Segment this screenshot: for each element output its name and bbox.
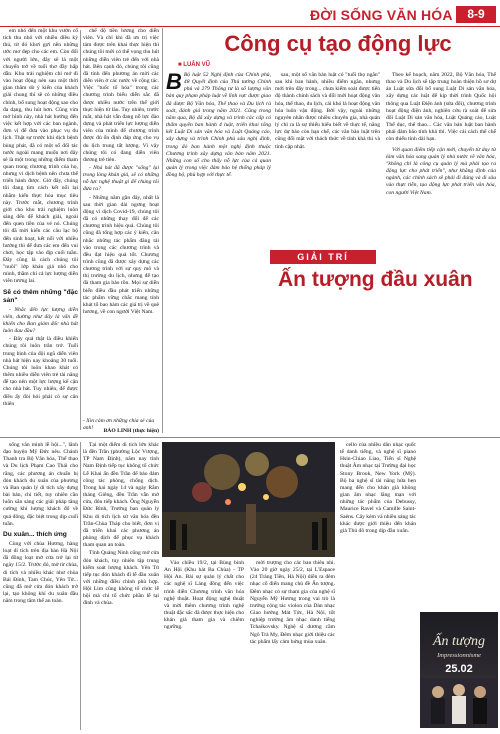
paragraph: Tại một điểm di tích lớn khác là đền Trần (phường Lộc Vượng, TP Nam Định), năm nay tỉnh Nam Định tiếp tục không tổ chức Lễ Khai ấn đền Trần để bảo đảm công tác phòng, chống dịch. Trong hai ngày 14 và ngày Rằm tháng Giêng, đền Trần vẫn mở cửa, đón tiếp khách. Ông Nguyễn Đức Bình, Trưởng ban quản lý Khu di tích lịch sử văn hóa đền Trần-Chùa Tháp cho biết, đơn vị đã triển khai các phương án phòng dịch để phục vụ khách tham quan an toàn. — [83, 442, 159, 549]
drop-cap: B — [166, 72, 182, 94]
article2-col-1 — [250, 560, 335, 730]
closing-line: - Xin cảm ơn những chia sẻ của anh! — [83, 418, 155, 431]
article1-text-1: Bộ luật 52 Nghị định của Chính phủ, 48 Quyết định của Thủ tướng Chính phủ và 279 Thông tư là số lượng văn bản quy phạm pháp luật về lĩnh vực được giao đã được Bộ Văn hóa, Thể thao và Du lịch rà soát, đánh giá trong năm 2021. Cũng trong năm qua, Bộ đã xây dựng và trình các cấp có thẩm quyền ban hành 4 luật, triển khai tổng kết Luật Di sản văn hóa và Luật Quảng cáo, xây dựng và trình Chính phủ sáu nghị định, trong đó ban hành một nghị định thuộc Chương trình xây dựng văn bản năm 2021. Những con số cho thấy nỗ lực của cả quan quản lý trong việc đảm bảo hệ thống pháp lý đồng bộ, phù hợp với thực tế. — [166, 72, 271, 179]
bottom-col-1 — [3, 442, 78, 730]
paragraph: mời trượng cho các ban thiêu nhi. Vào 20 giờ ngày 25/2, tại L'Espace (24 Tràng Tiền, Hà Nội) diễn ra đêm nhạc cổ điển mang chủ đề Ấn tượng. Đêm nhạc có sự tham gia của nghệ sĩ Nguyễn Mỹ Hương trong vai trò là trưởng cộng tác violon của Dàn nhạc Giao hưởng Mát Tức, Hà Nội, tốt nghiệp trường âm nhạc danh tiếng Tchaikovsky. Nghệ sĩ dương cầm Ngô Trà My, Đêm nhạc giới thiệu các tác phẩm lấy cảm hứng mùa xuân. — [250, 560, 335, 645]
interview-col-1 — [3, 28, 78, 433]
paragraph: cello của nhiều dân nhạc quốc tế danh tiếng, và nghệ sĩ piano Hsin-Chiao Liao, Tiến sĩ Nghệ thuật Âm nhạc tại Trường đại học Stony Brook, New York (Mỹ). Bộ ba nghệ sĩ tài năng hứa hẹn mang đến cho khán giả không gian âm nhạc lãng mạn với những tác phẩm của Debussy, Maurice Ravel và Camille Saint-Saëns. Cây kèm và nhiều sáng tác khác được giới thiệu đến khán giả Thủ đô trong dịp đầu xuân. — [340, 442, 416, 534]
paragraph: - Những năm gần đây, nhất là sau thời gian dài ngưng hoạt động vì dịch Covid-19, chúng tôi đã có những thay đổi để các chương trình hiệu quả. Chúng tôi cũng đã tổng hợp các ý kiến, cân nhắc những tác phẩm đăng tải vào trong các chương trình và đều đạt hiệu quả tốt. Chương trình cũng đã được xây dựng các chương trình với sự quy mô và thị trường du lịch, nhưng để tạo đà tham gia bảo tồn. Mọi sự diễn biến điều đầu phát triển những tác phẩm vững chắc mang tính khát tổ bao hàm các giá trị về quê hương, về con người Việt Nam. — [83, 194, 159, 316]
author-signature: BẢO LINH (thực hiện) — [103, 428, 159, 434]
paragraph: - Đây quả thật là điều khiến chúng tôi luôn trăn trở. Tuổi trung bình của đội ngũ diễn viên nhà hát hiện nay khoảng 30 tuổi. Chúng tôi luôn khao khát có thêm nhiều diễn viên trẻ tài năng để tạo nên một lực lượng kế cận cho nhà hát. Tuy nhiên, để được điều ấy đòi hỏi phải có sự cân thiên — [3, 336, 78, 407]
festival-lights-image — [162, 442, 335, 557]
paragraph: em nhỏ đến một khu vườn cổ tích thu nhỏ với nhiều điều kỳ thú, từ đó khơi gợi nền những ước mơ đẹp cho các em. Còn đối với người lớn, đây sẽ là một chuyến trở về tuổi thơ đầy hấp dẫn. Khu trải nghiệm chỉ mở đi vào hoạt động nên sau một thời gian thăm dò ý kiến của khách giải chung thì sẽ có những điều chỉnh, bổ sung hoạt động sao cho đa dạng, thu hút hơn. Cũng vừa mở hình này, nhà hát hướng đến việc kết hợp với các ban ngành, đơn vị để đưa vào phục vụ du lịch. Thật sự trước khi dịch bệnh bùng phát, đã có một số đối tác nước ngoài mang muốn nơi đây sẽ là một trong những điểm tham quan trong chương trình của họ, nhưng vì dịch bệnh nên chưa thể triển hành được. Giờ đây, chúng tôi đang tìm cách kết nối lại nhằm kiến thực hóa mục tiêu này. Trước mắt, chương trình giới cho khu trải nghiệm luôn sáng đến để khách giải, ngoài đến quen tiền của vé nó. Chúng tôi đã mời kiến các câu lạc bộ đến sinh hoạt, kết nối với nhiều hướng thì để đưa các em đến vui chơi, học tập vào địp cuối tuần. Đây cũng là cách chúng tôi "nuôi" lớp khán giả nhỏ cho mình, thầm chí cả lực lượng diễn viên tương lai. — [3, 28, 78, 285]
musicians-image — [420, 678, 498, 728]
poster-date: 25.02 — [445, 663, 473, 675]
question: - Nhắc đến lực lượng diễn viên, dường như đây là vấn đề khiến cho Ban giám đốc nhà hát luôn đau đầu? — [3, 306, 78, 335]
paragraph: sống văn minh lễ hội...", lãnh đạo huyện Mỹ Đức nêu. Chánh Thanh tra Bộ Văn hóa, Thể thao và Du lịch Phạm Cao Thái cho rằng, các phương án chuẩn bị đón khách du xuân của phương và Ban quản lý di tích xây dựng bài bản, chi tiết, tuy nhiên cần luôn sẵn sàng các giải pháp tăng cường khi lượng khách đổ về quá đông, đặc biệt trong dịp cuối tuần. — [3, 442, 78, 527]
article-byline: ■ LUÂN VŨ — [178, 62, 210, 68]
event-photo — [162, 442, 335, 557]
paragraph: chế độ tiền lương cho diễn viên. Và chỉ khi đã ưn trị việc tám được trên khai thực hiện thì chúng tôi mới có thể vọng thu hút những diễn viên trẻ đến với nhà hát. Bên cạnh đó, chúng tôi cũng đã tính đến phương án mời các diễn viên ở các nước về cộng tác. Việc "tuốc tố hóa" trong các chương trình biểu diễn sắc đã được nhiều nước trên thế giới thực hiện từ lâu. Tuy nhiên, trước mắt, nhà hát vẫn đang nỗ lực đào dựng và phát triển lực lượng diễn viên của mình để chương trình được đủ ổn định đáp ứng cho vụ du lịch trung tất lượng. Vì vậy chúng tôi có đang diễn viên đương trẻ tiên. — [83, 28, 159, 163]
subheading: Sẽ có thêm những "đặc sản" — [3, 288, 78, 304]
header-rule — [0, 26, 500, 27]
article-headline: Công cụ tạo động lực — [224, 31, 452, 56]
section-title: ĐỜI SỐNG VĂN HÓA — [310, 7, 453, 23]
poster-subtitle: Impressionnisme — [437, 652, 481, 659]
page-number: 8-9 — [456, 6, 496, 23]
bottom-col-2 — [83, 442, 159, 730]
photo-caption: Vào chiều 19/2, tại Bùng binh An Hội (Khu hát Ba Chùa) - TP Hội An. Bài sự quản lý chất cho các nghệ sĩ Làng đồng đến việc trình diễn Chương trình văn hóa nghệ thuật. Hoạt động nghệ thuật và mời thêm chương trình nghệ thuật đặc sắc đã được thực hiện cho khán giả tham gia và chiêm ngưỡng. — [164, 560, 244, 631]
article2-headline: Ấn tượng đầu xuân — [278, 268, 473, 291]
paragraph: Với quan điểm tiếp cận mới, chuyển từ duy từ làm văn hóa sang quản lý nhà nước về văn hóa, "không chỉ là công cụ quản lý mà phải tạo ra động lực cho phát triển", như khẳng định của ngành, các chính sách sẽ phải đi đúng và đi sâu vào thực tiễn, tạo động lực phát triển văn hóa, con người Việt Nam. — [386, 146, 496, 196]
article1-col-1 — [166, 72, 271, 322]
subheading: Du xuân... thích ứng — [3, 530, 67, 538]
question: - Nhà hát đã được "sống" lại trong lòng khán giả, sẽ có những nỗ lực nghệ thuật gì để chúng tôi đưa ra? — [83, 164, 159, 193]
paragraph: Cùng với chùa Hương, hàng loạt di tích trên địa bàn Hà Nội đã đồng loạt mở cửa trở lại từ ngày 15/2. Trước đó, mở từ chùa, di tích và nhiều khác như chùa Bái Đính, Tam Chúc, Yên Tử... cũng đã mở cửa đón khách trở lại, tạo không khí du xuân đầu năm trong tâm thế an toàn. — [3, 540, 78, 605]
paragraph: Tỉnh Quảng Ninh cũng mở cửa đón khách, tuy nhiên tập trung kiểm soát lượng khách. Yên Tử tiếp tục đón khách đi lễ đầu xuân với những điều chỉnh phù hợp. Hội Lim cũng không tổ chức lễ hội mà chỉ tổ chức phần lễ tại đình và chùa. — [83, 550, 159, 607]
article2-col-2 — [340, 442, 416, 730]
section-divider — [0, 437, 500, 438]
paragraph: sau, một số văn bản luật có "tuổi thọ ngắn" sau khi ban hành, nhiều điểm ngắn, nhưng mới trên đây trong... chưa kiểm soát được tiến độ thành chính sách và đổi mới hoạt động văn hóa, thể thao, du lịch, cái khó là hoạt động văn hóa luôn vận động. Bởi vậy, ngoài những nguyên nhân được nhiều chuyên gia, nhà quản lý chỉ ra là sự thiếu hiểu biết về thực tế, năng lực dự báo còn hạn chế, các văn bản luật trên cũng đối mặt với thách thức về tính khả thi và tính cập nhật. — [275, 72, 380, 150]
concert-poster — [420, 612, 498, 728]
poster-title: Ấn tượng — [432, 634, 486, 649]
section-tag: GIẢI TRÍ — [270, 250, 376, 264]
interview-col-2 — [83, 28, 159, 433]
paragraph: Theo kế hoạch, năm 2022, Bộ Văn hóa, Thể thao và Du lịch sẽ tập trung hoàn thiện hồ sơ dự án Luật sửa đổi bổ sung Luật Di sản văn hóa, xây dựng các luật để kịp thời trình Quốc hội thông qua Luật Điện ảnh (sửa đổi), chương trình hoạt động điện ảnh, nghiên cứu rà soát để sửa đổi Luật Di sản văn hóa, Luật Quảng cáo, Luật Thể dục, thể thao... Các văn bản luật ban hành phải đảm bảo tính khả thi. Việc cải cách thể chế còn thiếu tính dài hạn. — [386, 72, 496, 143]
photo-caption-col — [164, 560, 244, 730]
article-divider — [162, 28, 163, 433]
column-divider — [80, 442, 81, 730]
column-divider — [80, 30, 81, 430]
